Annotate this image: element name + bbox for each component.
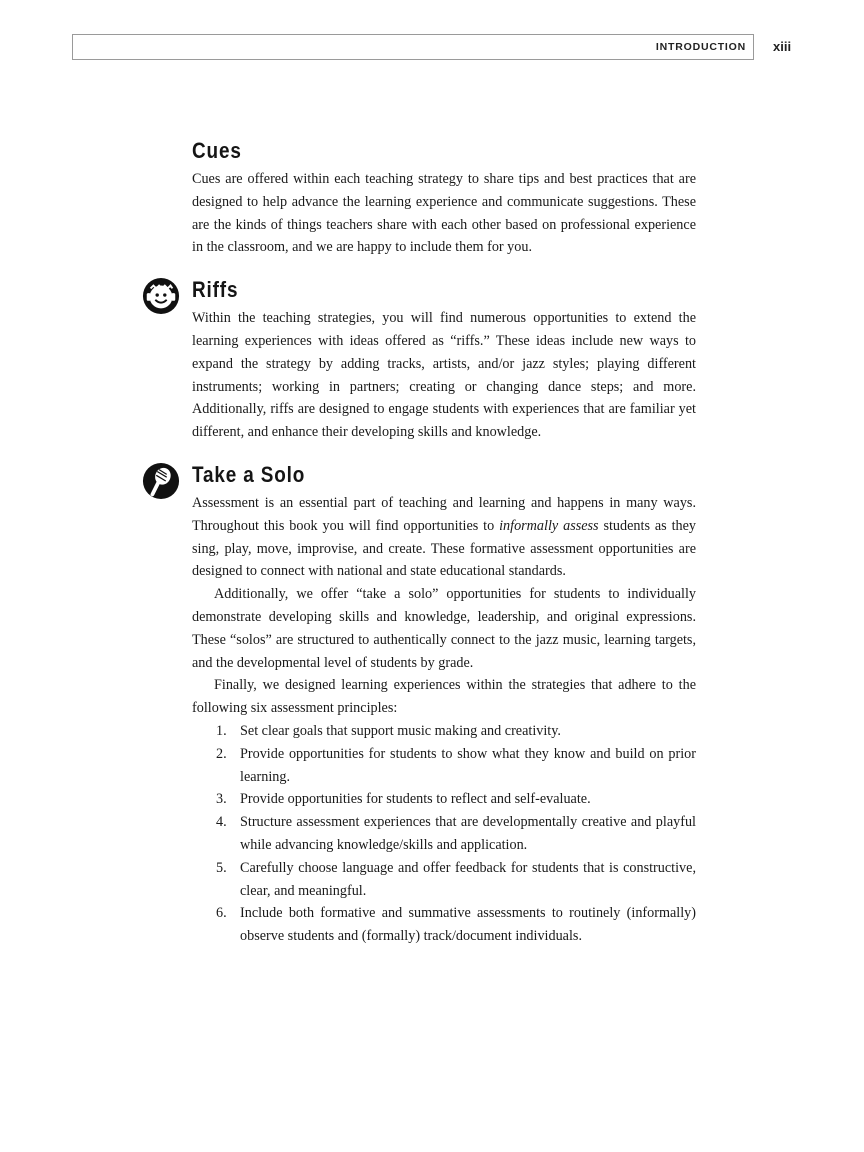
list-item-number: 1. bbox=[216, 722, 227, 739]
cues-paragraph: Cues are offered within each teaching strategy to share tips and best practices that are designed to help advance the learning experience and communicate suggestions. These are the kinds of things teachers share with each other based on professional experience in the classroom, and we are happy to include them for you. bbox=[192, 171, 696, 256]
solo-paragraph-1-end: students as they sing, play, move, improvise, and create. These formative assessment opportunities are designed to connect with national and state educational standards. bbox=[192, 517, 696, 580]
assessment-principles-list bbox=[192, 720, 696, 948]
section-riffs bbox=[192, 275, 696, 444]
list-item-text: Include both formative and summative assessments to routinely (informally) observe students and (formally) track/document individuals. bbox=[240, 905, 696, 945]
solo-paragraph-1-emphasis: informally assess bbox=[499, 517, 599, 534]
list-item bbox=[192, 720, 696, 743]
riffs-paragraph: Within the teaching strategies, you will find numerous opportunities to extend the learning experiences with ideas offered as “riffs.” These ideas include new ways to expand the strategy by adding tracks, artists, and/or jazz styles; playing different instruments; working in partners; creating or changing dance steps; and more. Additionally, riffs are designed to engage students with experiences that are familiar yet different, and enhance their developing skills and knowledge. bbox=[192, 310, 696, 441]
list-item-text: Provide opportunities for students to show what they know and build on prior learning. bbox=[240, 745, 696, 785]
list-item bbox=[192, 743, 696, 789]
solo-paragraph-1 bbox=[192, 492, 696, 583]
section-title-cues: Cues bbox=[192, 138, 242, 163]
running-header bbox=[72, 34, 754, 60]
solo-paragraph-2: Additionally, we offer “take a solo” opportunities for students to individually demonstrate developing skills and knowledge, leadership, and original expressions. These “solos” are structured to authentically connect to the jazz music, learning targets, and the developmental level of students by grade. bbox=[192, 586, 696, 671]
list-item bbox=[192, 857, 696, 903]
list-item bbox=[192, 788, 696, 811]
list-item-number: 2. bbox=[216, 745, 227, 762]
running-header-label: INTRODUCTION bbox=[655, 41, 746, 53]
list-item-number: 6. bbox=[216, 905, 227, 922]
solo-paragraph-1-start: Assessment is an essential part of teaching and learning and happens in many ways. Throughout this book you will find opportunities to bbox=[192, 494, 696, 534]
list-item-number: 3. bbox=[216, 791, 227, 808]
list-item-text: Provide opportunities for students to reflect and self-evaluate. bbox=[240, 791, 591, 808]
microphone-icon bbox=[142, 462, 180, 500]
list-item bbox=[192, 811, 696, 857]
section-title-take-a-solo: Take a Solo bbox=[192, 461, 306, 487]
page-body bbox=[192, 136, 696, 948]
solo-paragraph-3: Finally, we designed learning experiences within the strategies that adhere to the following six assessment principles: bbox=[192, 677, 696, 717]
list-item-text: Structure assessment experiences that are developmentally creative and playful while advancing knowledge/skills and application. bbox=[240, 814, 696, 853]
list-item-text: Carefully choose language and offer feedback for students that is constructive, clear, and meaningful. bbox=[240, 859, 696, 899]
riffs-smiley-icon bbox=[142, 277, 180, 315]
list-item-text: Set clear goals that support music making and creativity. bbox=[240, 722, 561, 739]
list-item-number: 5. bbox=[216, 859, 227, 876]
section-title-riffs: Riffs bbox=[192, 277, 239, 303]
section-take-a-solo bbox=[192, 460, 696, 948]
list-item-number: 4. bbox=[216, 814, 227, 831]
page-number: xiii bbox=[773, 39, 792, 54]
section-cues bbox=[192, 136, 696, 259]
list-item bbox=[192, 902, 696, 948]
